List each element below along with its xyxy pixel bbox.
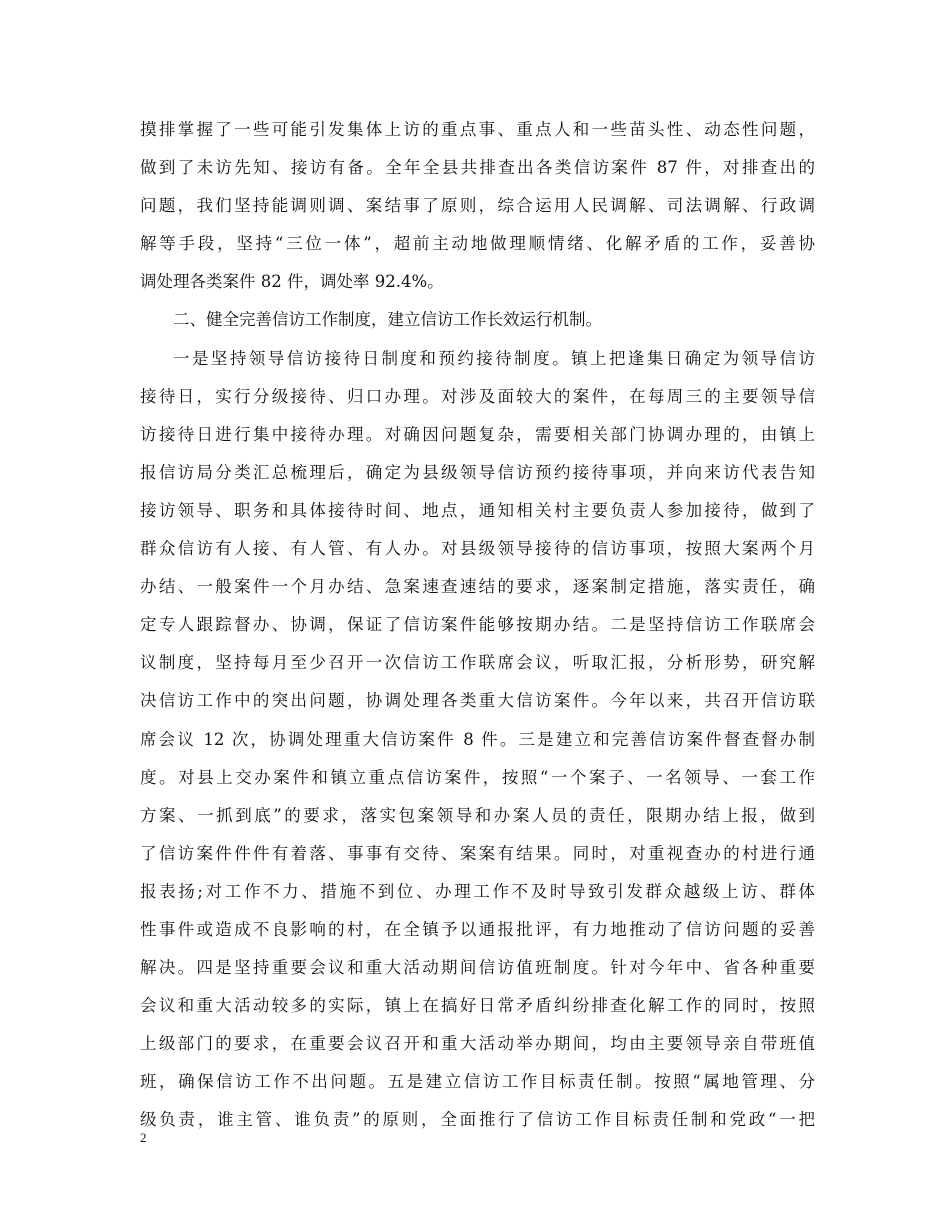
- text-line: 办结、一般案件一个月办结、急案速查速结的要求，逐案制定措施，落实责任，确: [140, 577, 815, 597]
- text-line: 会议和重大活动较多的实际，镇上在搞好日常矛盾纠纷排查化解工作的同时，按照: [140, 996, 815, 1016]
- text-line: 决信访工作中的突出问题，协调处理各类重大信访案件。今年以来，共召开信访联: [140, 691, 815, 711]
- text-line: 访接待日进行集中接待办理。对确因问题复杂，需要相关部门协调办理的，由镇上: [140, 424, 815, 444]
- text-line: 度。对县上交办案件和镇立重点信访案件，按照“一个案子、一名领导、一套工作: [140, 767, 815, 787]
- text-line: 接访领导、职务和具体接待时间、地点，通知相关村主要负责人参加接待，做到了: [140, 500, 815, 520]
- text-line: 摸排掌握了一些可能引发集体上访的重点事、重点人和一些苗头性、动态性问题，: [140, 120, 815, 139]
- text-line: 解决。四是坚持重要会议和重大活动期间信访值班制度。针对今年中、省各种重要: [140, 958, 815, 978]
- text-line: 调处理各类案件 82 件，调处率 92.4%。: [140, 272, 444, 292]
- page-number: 2: [140, 1130, 147, 1145]
- text-line: 报表扬;对工作不力、措施不到位、办理工作不及时导致引发群众越级上访、群体: [140, 881, 815, 901]
- text-line: 报信访局分类汇总梳理后，确定为县级领导信访预约接待事项，并向来访代表告知: [140, 462, 815, 482]
- text-line: 方案、一抓到底”的要求，落实包案领导和办案人员的责任，限期办结上报，做到: [140, 805, 815, 825]
- text-line: 定专人跟踪督办、协调，保证了信访案件能够按期办结。二是坚持信访工作联席会: [140, 615, 815, 635]
- text-line: 接待日，实行分级接待、归口办理。对涉及面较大的案件，在每周三的主要领导信: [140, 386, 815, 406]
- text-line: 班，确保信访工作不出问题。五是建立信访工作目标责任制。按照“属地管理、分: [140, 1072, 815, 1092]
- text-line: 性事件或造成不良影响的村，在全镇予以通报批评，有力地推动了信访问题的妥善: [140, 919, 815, 939]
- text-line: 级负责，谁主管、谁负责”的原则，全面推行了信访工作目标责任制和党政“一把: [140, 1110, 815, 1130]
- text-line: 席会议 12 次，协调处理重大信访案件 8 件。三是建立和完善信访案件督查督办制: [140, 729, 815, 749]
- body-text: [140, 111, 815, 1140]
- text-line: 议制度，坚持每月至少召开一次信访工作联席会议，听取汇报，分析形势，研究解: [140, 653, 815, 673]
- text-line: 解等手段，坚持“三位一体”，超前主动地做理顺情绪、化解矛盾的工作，妥善协: [140, 234, 815, 254]
- text-line: 了信访案件件件有着落、事事有交待、案案有结果。同时，对重视查办的村进行通: [140, 843, 815, 863]
- text-line: 群众信访有人接、有人管、有人办。对县级领导接待的信访事项，按照大案两个月: [140, 539, 815, 559]
- text-line: 做到了未访先知、接访有备。全年全县共排查出各类信访案件 87 件，对排查出的: [140, 158, 815, 178]
- text-line: 问题，我们坚持能调则调、案结事了原则，综合运用人民调解、司法调解、行政调: [140, 196, 815, 216]
- text-line: 上级部门的要求，在重要会议召开和重大活动举办期间，均由主要领导亲自带班值: [140, 1034, 815, 1054]
- section-heading: 二、健全完善信访工作制度，建立信访工作长效运行机制。: [173, 310, 602, 330]
- text-line: 一是坚持领导信访接待日制度和预约接待制度。镇上把逢集日确定为领导信访: [173, 348, 815, 368]
